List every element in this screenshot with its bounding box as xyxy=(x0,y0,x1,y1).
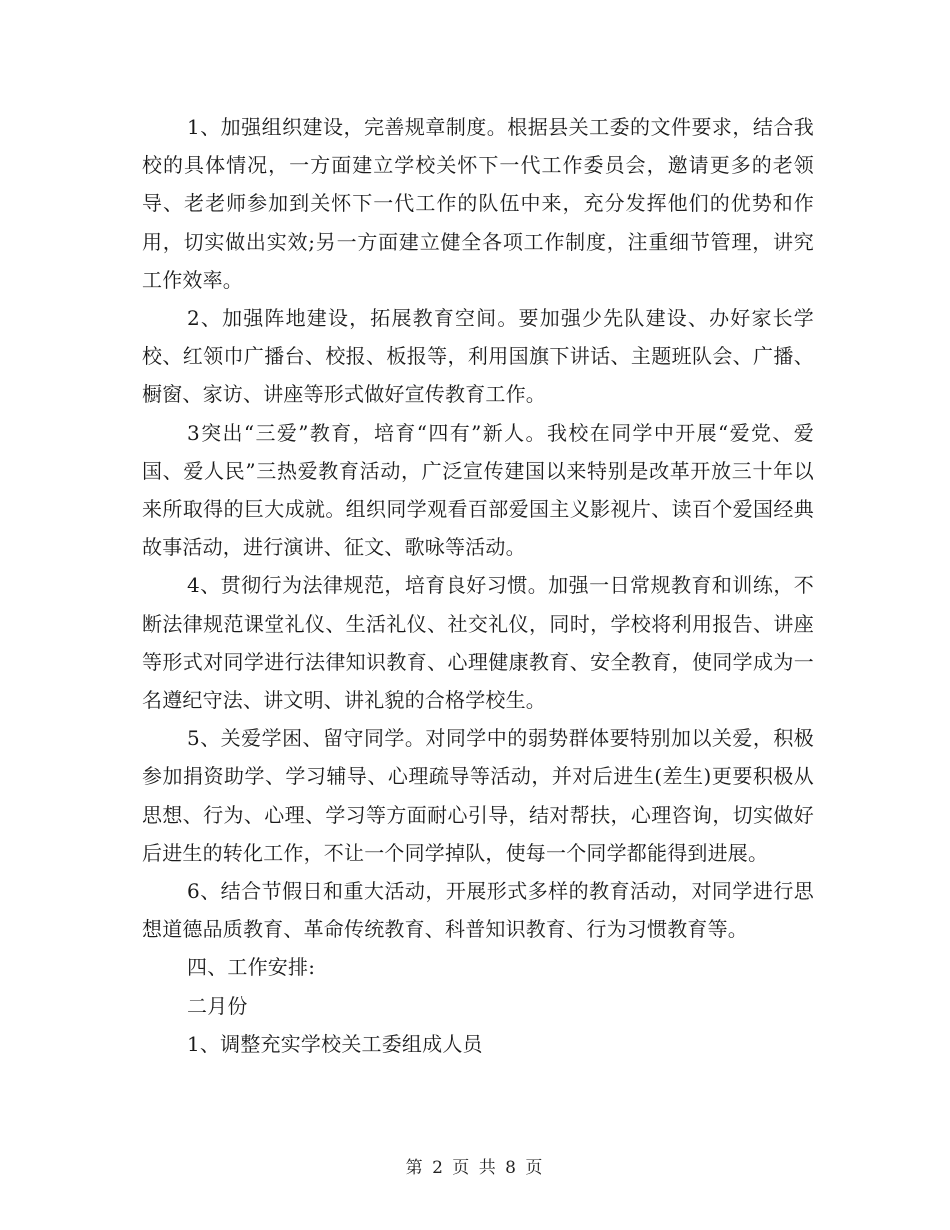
schedule-item-1: 1、调整充实学校关工委组成人员 xyxy=(187,1031,483,1056)
paragraph-3: 3突出“三爱”教育，培育“四有”新人。我校在同学中开展“爱党、爱国、爱人民”三热爱教育活动，广泛宣传建国以来特别是改革开放三十年以来所取得的巨大成就。组织同学观看百部爱国主义影视片、读百个爱国经典故事活动，进行演讲、征文、歌咏等活动。 xyxy=(142,420,814,560)
paragraph-5: 5、关爱学困、留守同学。对同学中的弱势群体要特别加以关爱，积极参加捐资助学、学习辅导、心理疏导等活动，并对后进生(差生)更要积极从思想、行为、心理、学习等方面耐心引导，结对帮扶，心理咨询，切实做好后进生的转化工作，不让一个同学掉队，使每一个同学都能得到进展。 xyxy=(142,726,814,865)
paragraph-4: 4、贯彻行为法律规范，培育良好习惯。加强一日常规教育和训练，不断法律规范课堂礼仪、生活礼仪、社交礼仪，同时，学校将利用报告、讲座等形式对同学进行法律知识教育、心理健康教育、安全教育，使同学成为一名遵纪守法、讲文明、讲礼貌的合格学校生。 xyxy=(142,573,814,713)
paragraph-1: 1、加强组织建设，完善规章制度。根据县关工委的文件要求，结合我校的具体情况，一方面建立学校关怀下一代工作委员会，邀请更多的老领导、老老师参加到关怀下一代工作的队伍中来，充分发挥他们的优势和作用，切实做出实效;另一方面建立健全各项工作制度，注重细节管理，讲究工作效率。 xyxy=(142,115,814,292)
paragraph-2: 2、加强阵地建设，拓展教育空间。要加强少先队建设、办好家长学校、红领巾广播台、校报、板报等，利用国旗下讲话、主题班队会、广播、橱窗、家访、讲座等形式做好宣传教育工作。 xyxy=(142,306,814,407)
page-number-footer: 第 2 页 共 8 页 xyxy=(405,1158,545,1178)
document-body xyxy=(142,108,814,1063)
month-heading: 二月份 xyxy=(187,993,248,1018)
section-heading: 四、工作安排: xyxy=(187,955,316,980)
paragraph-6: 6、结合节假日和重大活动，开展形式多样的教育活动，对同学进行思想道德品质教育、革命传统教育、科普知识教育、行为习惯教育等。 xyxy=(142,879,814,942)
